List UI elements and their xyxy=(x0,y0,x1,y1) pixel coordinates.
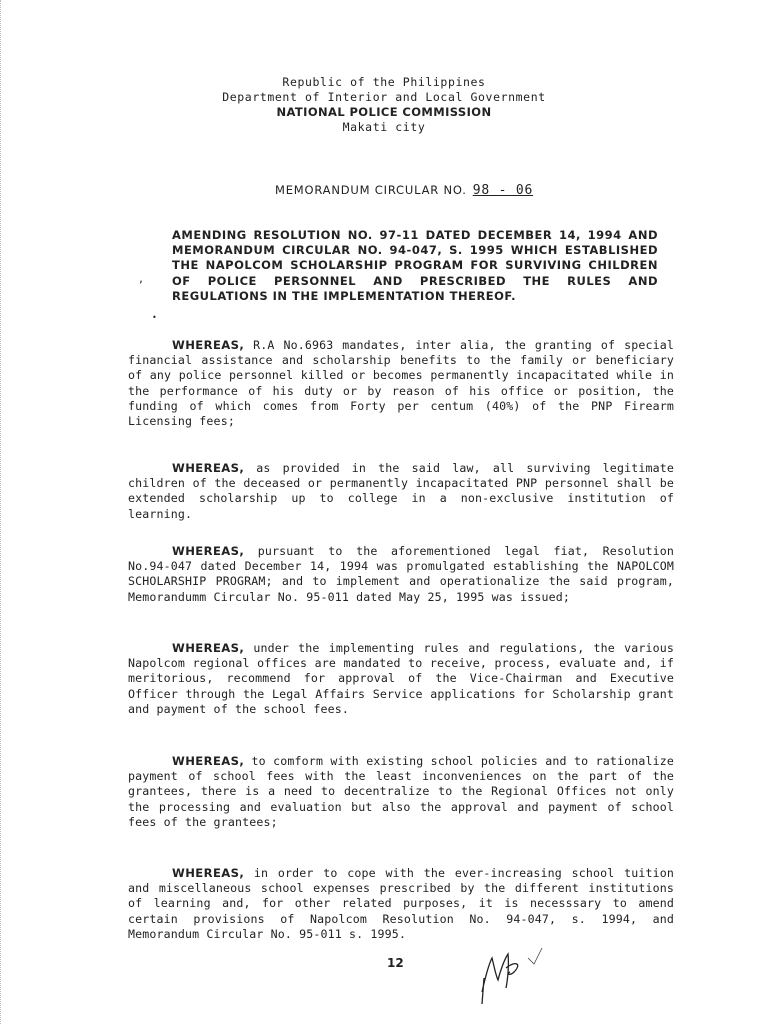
scan-edge xyxy=(0,0,15,1024)
paragraph-text: pursuant to the aforementioned legal fiat, Resolution No.94-047 dated December 14, 1994 was promulgated establishing the NAPOLCOM SCHOLARSHIP PROGRAM; and to implement and operationalize the said program, Memorandumm Circular No. 95-011 dated May 25, 1995 was issued; xyxy=(128,544,674,604)
subject-heading: AMENDING RESOLUTION NO. 97-11 DATED DECEMBER 14, 1994 AND MEMORANDUM CIRCULAR NO. 94-047, S. 1995 WHICH ESTABLISHED THE NAPOLCOM SCHOLARSHIP PROGRAM FOR SURVIVING CHILDREN OF POLICE PERSONNEL AND PRESCRIBED THE RULES AND REGULATIONS IN THE IMPLEMENTATION THEREOF. xyxy=(172,228,658,303)
whereas-label: WHEREAS, xyxy=(172,461,245,475)
whereas-label: WHEREAS, xyxy=(172,544,245,558)
page-number: 12 xyxy=(387,956,404,970)
whereas-label: WHEREAS, xyxy=(172,866,245,880)
whereas-paragraph xyxy=(128,866,674,942)
whereas-paragraph xyxy=(128,754,674,830)
republic-line: Republic of the Philippines xyxy=(282,75,486,89)
whereas-label: WHEREAS, xyxy=(172,641,245,655)
whereas-paragraph xyxy=(128,461,674,522)
circular-number: 98 - 06 xyxy=(472,183,534,198)
paragraph-text: to comform with existing school policies and to rationalize payment of school fees with the least inconveniences on the part of the grantees, there is a need to decentralize to the Regional Offices not only the processing and evaluation but also the approval and payment of school fees of the grantees; xyxy=(128,754,674,829)
city-line: Makati city xyxy=(342,120,426,134)
paragraph-text: R.A No.6963 mandates, inter alia, the granting of special financial assistance and scholarship benefits to the family or beneficiary of any police personnel killed or becomes permanently incapacitated while in the performance of his duty or by reason of his office or position, the funding of which comes from Forty per centum (40%) of the PNP Firearm Licensing fees; xyxy=(128,338,674,429)
commission-line: NATIONAL POLICE COMMISSION xyxy=(276,105,492,119)
paragraph-text: in order to cope with the ever-increasing school tuition and miscellaneous school expenses prescribed by the different institutions of learning and, for other related purposes, it is necesssary to amend certain provisions of Napolcom Resolution No. 94-047, s. 1994, and Memorandum Circular No. 95-011 s. 1995. xyxy=(128,866,674,941)
whereas-label: WHEREAS, xyxy=(172,338,245,352)
department-line: Department of Interior and Local Government xyxy=(222,90,546,104)
handwritten-initials xyxy=(476,938,546,1008)
whereas-label: WHEREAS, xyxy=(172,754,245,768)
circular-label: MEMORANDUM CIRCULAR NO. xyxy=(275,183,467,197)
letterhead xyxy=(0,75,768,135)
circular-title xyxy=(275,183,533,198)
stray-dot: • xyxy=(152,313,157,322)
paragraph-text: as provided in the said law, all surviving legitimate children of the deceased or permanently incapacitated PNP personnel shall be extended scholarship up to college in a non-exclusive institution of learning. xyxy=(128,461,674,521)
whereas-paragraph xyxy=(128,544,674,605)
whereas-paragraph xyxy=(128,338,674,429)
paragraph-text: under the implementing rules and regulations, the various Napolcom regional offices are mandated to receive, process, evaluate and, if meritorious, recommend for approval of the Vice-Chairman and Executive Officer through the Legal Affairs Service applications for Scholarship grant and payment of the school fees. xyxy=(128,641,674,716)
stray-mark: , xyxy=(138,274,145,285)
whereas-paragraph xyxy=(128,641,674,717)
